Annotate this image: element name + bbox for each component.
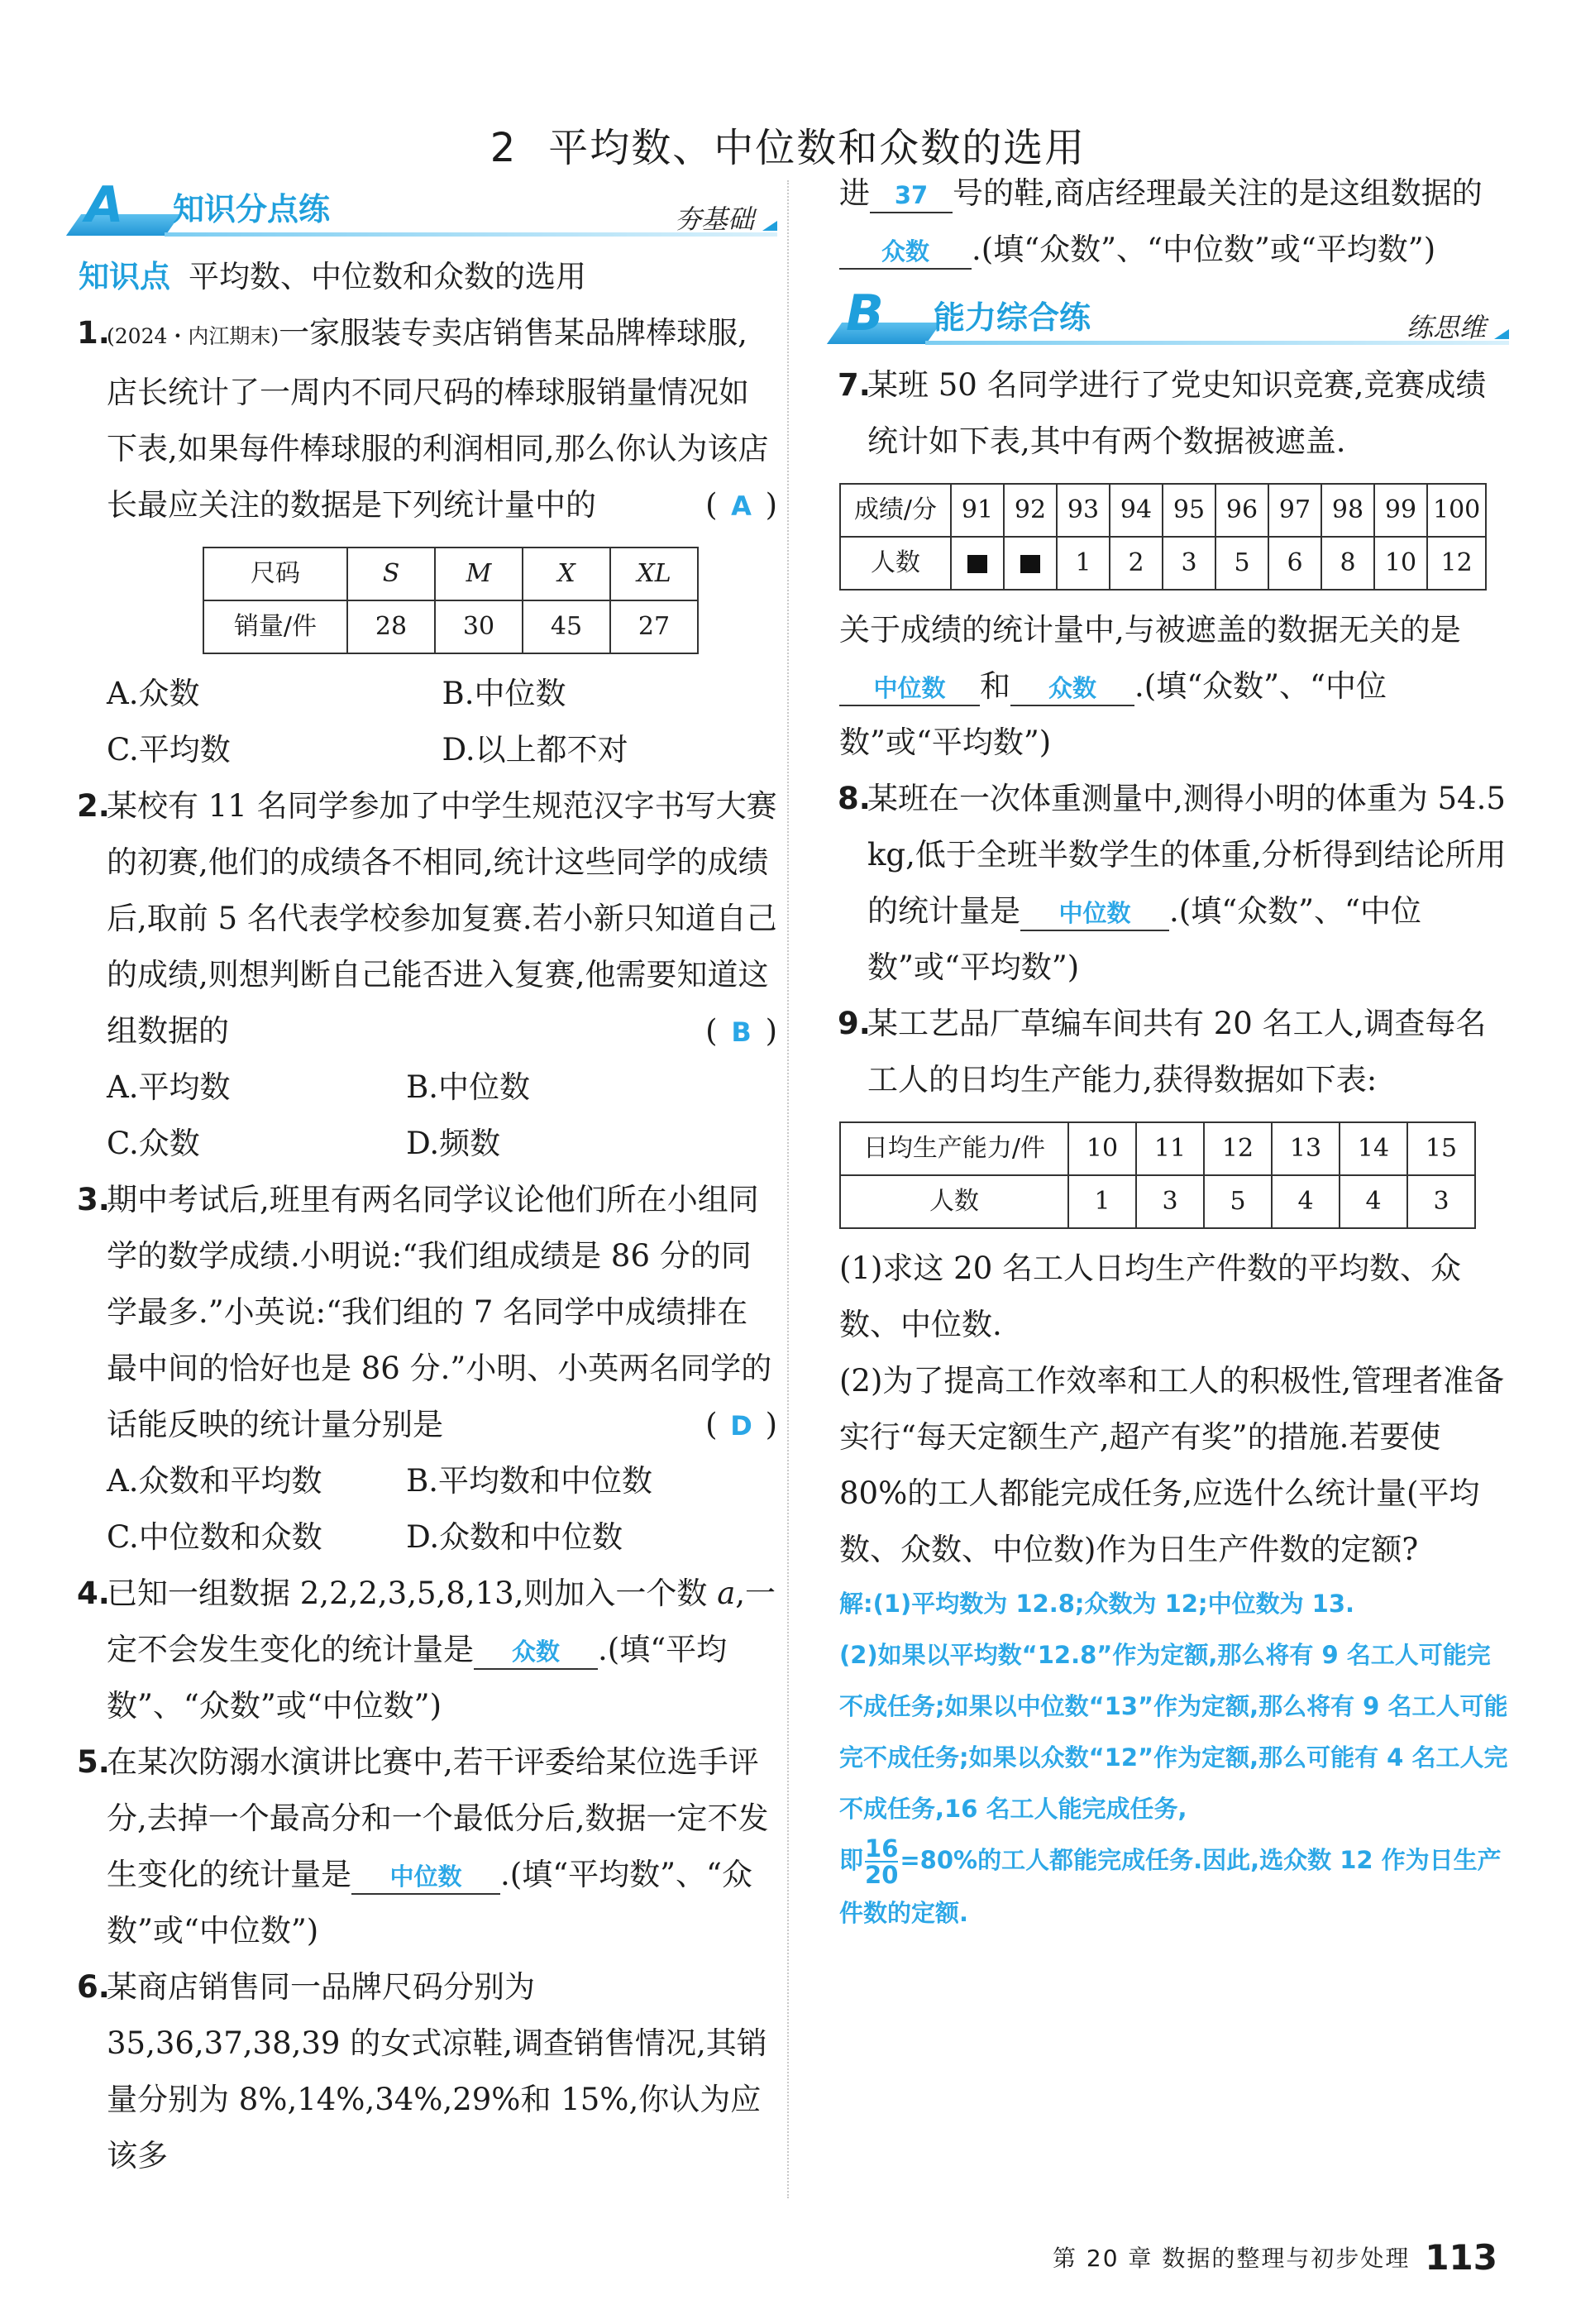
question-number: 2. — [77, 788, 110, 824]
solution-line-3 — [839, 1834, 1509, 1939]
question-number: 9. — [838, 1006, 871, 1041]
page-number: 113 — [1425, 2237, 1497, 2278]
section-number: 2 — [490, 125, 518, 171]
section-a-banner — [74, 178, 777, 246]
question-7-follow-up — [839, 602, 1509, 771]
option-c: C.众数 — [107, 1126, 200, 1161]
bracket-close: ) — [765, 1013, 777, 1049]
banner-a-label: 知识分点练 — [173, 191, 331, 227]
answer-choice: A — [731, 490, 752, 522]
masked-cell — [1004, 537, 1057, 590]
option-a: A.平均数 — [107, 1069, 231, 1105]
q2-options — [79, 1059, 705, 1172]
q9-table — [839, 1121, 1476, 1229]
question-text: 某校有 11 名同学参加了中学生规范汉字书写大赛的初赛,他们的成绩各不相同,统计这些同学的成绩后,取前 5 名代表学校参加复赛.若小新只知道自己的成绩,则想判断自己能否进入复赛,他需要知道这组数据的 — [107, 788, 777, 1049]
table-row — [840, 484, 1486, 537]
table-cell: S — [347, 548, 435, 600]
banner-b-label: 能力综合练 — [934, 299, 1091, 336]
question-text: 某班在一次体重测量中,测得小明的体重为 54.5 kg,低于全班半数学生的体重,分析得到结论所用的统计量是 — [867, 781, 1507, 929]
solution-prefix: 即 — [839, 1846, 864, 1874]
option-b: B.中位数 — [406, 1069, 531, 1105]
table-cell: 15 — [1407, 1122, 1475, 1175]
question-text: .(填“平均数”、“众数”或“中位数”) — [107, 1632, 728, 1724]
q1-table — [203, 547, 699, 654]
question-4 — [79, 1566, 777, 1734]
table-cell: 100 — [1427, 484, 1486, 537]
page-footer — [1053, 2237, 1497, 2278]
table-cell: 96 — [1215, 484, 1268, 537]
table-cell: 27 — [610, 600, 698, 653]
table-cell: X — [523, 548, 610, 600]
question-text: 关于成绩的统计量中,与被遮盖的数据无关的是 — [839, 612, 1461, 648]
table-cell: 99 — [1374, 484, 1427, 537]
question-text: 某工艺品厂草编车间共有 20 名工人,调查每名工人的日均生产能力,获得数据如下表: — [867, 1006, 1487, 1097]
option-b: B.中位数 — [442, 676, 566, 711]
question-text: 进 — [839, 175, 870, 211]
q9-part-2: (2)为了提高工作效率和工人的积极性,管理者准备实行“每天定额生产,超产有奖”的措施.若要使 80%的工人都能完成任务,应选什么统计量(平均数、众数、中位数)作为日生产件数的定额? — [839, 1363, 1505, 1567]
question-number: 6. — [77, 1969, 110, 2005]
question-text: ,一定不会发生变化的统计量是 — [107, 1576, 776, 1667]
question-text: .(填“众数”、“中位数”或“平均数”) — [867, 893, 1421, 985]
table-cell: 98 — [1321, 484, 1374, 537]
question-text: .(填“众数”、“中位数”或“平均数”) — [839, 668, 1387, 760]
option-d: D.频数 — [406, 1126, 501, 1161]
table-cell: 1 — [1057, 537, 1110, 590]
question-number: 1. — [77, 315, 110, 351]
solution-line-1: 解:(1)平均数为 12.8;众数为 12;中位数为 13. — [839, 1590, 1355, 1618]
table-header: 人数 — [840, 537, 951, 590]
table-cell: 12 — [1427, 537, 1486, 590]
q9-part-1: (1)求这 20 名工人日均生产件数的平均数、众数、中位数. — [839, 1250, 1462, 1342]
question-text: .(填“众数”、“中位数”或“平均数”) — [972, 232, 1436, 267]
knowledge-point — [79, 249, 777, 305]
masked-cell — [951, 537, 1004, 590]
banner-b-letter: B — [846, 285, 884, 342]
table-cell: 4 — [1272, 1175, 1340, 1228]
table-cell: 1 — [1068, 1175, 1136, 1228]
question-text: 在某次防溺水演讲比赛中,若干评委给某位选手评分,去掉一个最高分和一个最低分后,数据一定不发生变化的统计量是 — [107, 1744, 769, 1892]
section-b-banner — [834, 286, 1509, 354]
table-row — [840, 1175, 1475, 1228]
variable-a: a — [717, 1576, 736, 1611]
table-cell: 91 — [951, 484, 1004, 537]
fraction-numerator: 16 — [865, 1834, 899, 1863]
fraction-denominator: 20 — [865, 1861, 899, 1889]
option-a: A.众数和平均数 — [107, 1463, 322, 1499]
bracket-open: ( — [705, 1013, 718, 1049]
bracket-close: ) — [765, 487, 777, 523]
question-6 — [79, 1959, 777, 2184]
question-text: 期中考试后,班里有两名同学议论他们所在小组同学的数学成绩.小明说:“我们组成绩是 86 分的同学最多.”小英说:“我们组的 7 名同学中成绩排在最中间的恰好也是 86 分.”小明、小英两名同学的话能反映的统计量分别是 — [107, 1182, 772, 1442]
table-cell: 8 — [1321, 537, 1374, 590]
table-row — [203, 600, 698, 653]
column-divider — [787, 180, 789, 2198]
mask-block — [1020, 555, 1040, 573]
table-cell: M — [435, 548, 523, 600]
table-cell: 12 — [1204, 1122, 1272, 1175]
answer-bracket — [705, 1003, 777, 1060]
answer-blank: 中位数 — [351, 1860, 500, 1895]
answer-blank-1: 37 — [870, 179, 953, 213]
table-header: 日均生产能力/件 — [840, 1122, 1068, 1175]
option-d: D.众数和中位数 — [406, 1519, 623, 1555]
fraction — [865, 1836, 898, 1887]
question-text: .(填“平均数”、“众数”或“中位数”) — [107, 1857, 752, 1949]
answer-blank-1: 中位数 — [839, 672, 980, 706]
question-5 — [79, 1734, 777, 1959]
table-cell: 92 — [1004, 484, 1057, 537]
question-number: 4. — [77, 1576, 110, 1611]
answer-blank: 中位数 — [1020, 897, 1169, 931]
option-b: B.平均数和中位数 — [406, 1463, 653, 1499]
question-number: 7. — [838, 367, 871, 403]
question-7 — [839, 357, 1509, 470]
q3-options — [79, 1453, 705, 1566]
table-cell: 94 — [1110, 484, 1163, 537]
q7-table — [839, 483, 1487, 591]
table-cell: 45 — [523, 600, 610, 653]
q9-solution — [839, 1578, 1509, 1939]
answer-bracket — [705, 1397, 777, 1454]
page-title — [0, 116, 1576, 173]
bracket-close: ) — [765, 1407, 777, 1442]
option-c: C.中位数和众数 — [107, 1519, 322, 1555]
table-cell: 5 — [1204, 1175, 1272, 1228]
answer-choice: B — [731, 1016, 752, 1048]
question-number: 8. — [838, 781, 871, 816]
table-cell: 3 — [1136, 1175, 1204, 1228]
solution-text: =80%的工人都能完成任务.因此,选众数 12 作为日生产件数的定额. — [839, 1846, 1502, 1927]
table-row — [840, 1122, 1475, 1175]
left-column — [79, 178, 777, 2184]
table-cell: 30 — [435, 600, 523, 653]
question-2 — [79, 778, 777, 1059]
mask-block — [967, 555, 987, 573]
table-header: 销量/件 — [203, 600, 347, 653]
table-row — [840, 537, 1486, 590]
question-1 — [79, 305, 777, 533]
bracket-open: ( — [705, 1407, 718, 1442]
question-text: 和 — [980, 668, 1010, 704]
table-cell: 2 — [1110, 537, 1163, 590]
knowledge-point-title: 平均数、中位数和众数的选用 — [189, 259, 586, 294]
table-header: 尺码 — [203, 548, 347, 600]
table-cell: 10 — [1068, 1122, 1136, 1175]
question-6-continued — [839, 165, 1509, 278]
option-a: A.众数 — [107, 676, 200, 711]
table-cell: 6 — [1268, 537, 1321, 590]
question-text: 号的鞋,商店经理最关注的是这组数据的 — [953, 175, 1483, 211]
question-number: 3. — [77, 1182, 110, 1217]
table-header: 人数 — [840, 1175, 1068, 1228]
answer-blank-2: 众数 — [839, 235, 972, 270]
bracket-open: ( — [705, 487, 718, 523]
answer-bracket — [705, 477, 777, 534]
question-source: (2024・内江期末) — [107, 324, 279, 348]
banner-b-arrow-icon — [1494, 329, 1509, 339]
table-row — [203, 548, 698, 600]
answer-blank-2: 众数 — [1010, 672, 1134, 706]
table-header: 成绩/分 — [840, 484, 951, 537]
table-cell: 3 — [1407, 1175, 1475, 1228]
table-cell: 13 — [1272, 1122, 1340, 1175]
table-cell: 10 — [1374, 537, 1427, 590]
question-text: 一家服装专卖店销售某品牌棒球服,店长统计了一周内不同尺码的棒球服销量情况如下表,如果每件棒球服的利润相同,那么你认为该店长最应关注的数据是下列统计量中的 — [107, 315, 769, 523]
table-cell: 11 — [1136, 1122, 1204, 1175]
banner-a-arrow-icon — [762, 221, 777, 231]
table-cell: 97 — [1268, 484, 1321, 537]
table-cell: 28 — [347, 600, 435, 653]
table-cell: XL — [610, 548, 698, 600]
question-9 — [839, 996, 1509, 1108]
table-cell: 93 — [1057, 484, 1110, 537]
banner-b-base — [827, 323, 941, 344]
table-cell: 3 — [1163, 537, 1215, 590]
question-text: 某商店销售同一品牌尺码分别为 35,36,37,38,39 的女式凉鞋,调查销售情况,其销量分别为 8%,14%,34%,29%和 15%,你认为应该多 — [107, 1969, 767, 2173]
section-title: 平均数、中位数和众数的选用 — [548, 125, 1086, 171]
chapter-title: 第 20 章 数据的整理与初步处理 — [1052, 2245, 1411, 2272]
option-d: D.以上都不对 — [442, 732, 628, 767]
right-column — [839, 165, 1509, 1939]
question-number: 5. — [77, 1744, 110, 1780]
answer-choice: D — [730, 1410, 752, 1442]
table-cell: 14 — [1340, 1122, 1407, 1175]
banner-b-tag: 练思维 — [1406, 312, 1486, 343]
table-cell: 4 — [1340, 1175, 1407, 1228]
answer-blank: 众数 — [474, 1635, 598, 1670]
question-8 — [839, 771, 1509, 996]
knowledge-point-label: 知识点 — [79, 259, 170, 294]
table-cell: 95 — [1163, 484, 1215, 537]
banner-a-tag: 夯基础 — [674, 203, 754, 235]
banner-a-letter: A — [85, 176, 124, 234]
option-c: C.平均数 — [107, 732, 231, 767]
q1-options — [79, 666, 777, 778]
table-cell: 5 — [1215, 537, 1268, 590]
question-text: 已知一组数据 2,2,2,3,5,8,13,则加入一个数 — [107, 1576, 718, 1611]
solution-line-2: (2)如果以平均数“12.8”作为定额,那么将有 9 名工人可能完不成任务;如果以中位数“13”作为定额,那么将有 9 名工人可能完不成任务;如果以众数“12”作为定额,那么可能有 4 名工人完不成任务,16 名工人能完成任务, — [839, 1641, 1508, 1823]
question-3 — [79, 1172, 777, 1453]
question-text: 某班 50 名同学进行了党史知识竞赛,竞赛成绩统计如下表,其中有两个数据被遮盖. — [867, 367, 1487, 459]
